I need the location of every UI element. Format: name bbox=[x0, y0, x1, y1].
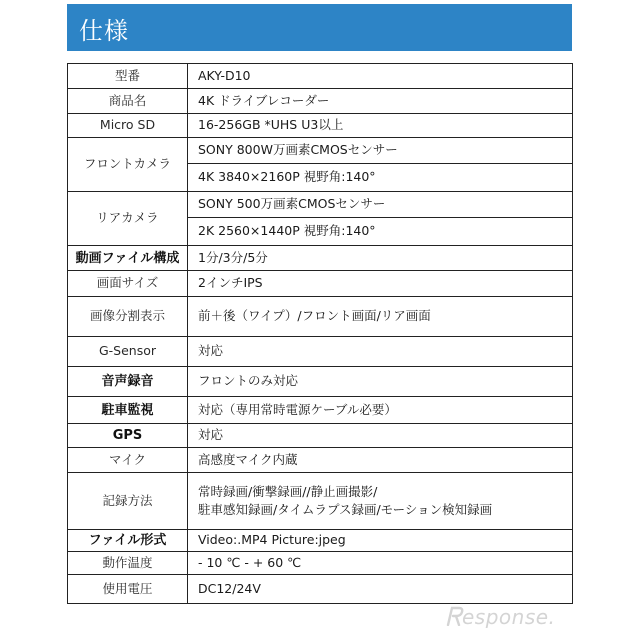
table-row bbox=[68, 552, 573, 575]
table-row bbox=[68, 367, 573, 397]
table-row bbox=[68, 297, 573, 337]
row-label: ファイル形式 bbox=[68, 530, 188, 552]
row-label: GPS bbox=[68, 424, 188, 448]
row-label: 商品名 bbox=[68, 89, 188, 114]
row-label: リアカメラ bbox=[68, 192, 188, 246]
row-value: 対応 bbox=[188, 424, 573, 448]
row-label: G-Sensor bbox=[68, 337, 188, 367]
table-row bbox=[68, 271, 573, 297]
row-value: フロントのみ対応 bbox=[188, 367, 573, 397]
table-row bbox=[68, 397, 573, 424]
watermark-text: esponse. bbox=[462, 605, 556, 629]
row-label: 使用電圧 bbox=[68, 575, 188, 604]
table-row bbox=[68, 192, 573, 218]
table-row bbox=[68, 575, 573, 604]
watermark bbox=[446, 604, 591, 630]
table-row bbox=[68, 138, 573, 164]
table-row bbox=[68, 246, 573, 271]
row-value: 4K ドライブレコーダー bbox=[188, 89, 573, 114]
row-value: - 10 ℃ - + 60 ℃ bbox=[188, 552, 573, 575]
row-value: 2K 2560×1440P 視野角:140° bbox=[188, 218, 573, 246]
recording-line-1: 常時録画/衝撃録画//静止画撮影/ bbox=[198, 483, 378, 499]
recording-line-2: 駐車感知録画/タイムラプス録画/モーション検知録画 bbox=[198, 502, 493, 517]
row-value: AKY-D10 bbox=[188, 64, 573, 89]
row-label: マイク bbox=[68, 448, 188, 473]
row-value: SONY 800W万画素CMOSセンサー bbox=[188, 138, 573, 164]
table-row bbox=[68, 114, 573, 138]
table-row bbox=[68, 89, 573, 114]
table-row bbox=[68, 473, 573, 530]
row-label: 記録方法 bbox=[68, 473, 188, 530]
table-row bbox=[68, 64, 573, 89]
row-value bbox=[188, 473, 573, 530]
table-row bbox=[68, 448, 573, 473]
row-value: SONY 500万画素CMOSセンサー bbox=[188, 192, 573, 218]
table-row bbox=[68, 530, 573, 552]
row-value: 対応 bbox=[188, 337, 573, 367]
row-label: 画面サイズ bbox=[68, 271, 188, 297]
row-label: フロントカメラ bbox=[68, 138, 188, 192]
row-value: 4K 3840×2160P 視野角:140° bbox=[188, 164, 573, 192]
row-value: 前＋後（ワイプ）/フロント画面/リア画面 bbox=[188, 297, 573, 337]
row-label: 型番 bbox=[68, 64, 188, 89]
row-label: 動作温度 bbox=[68, 552, 188, 575]
row-label: 画像分割表示 bbox=[68, 297, 188, 337]
row-value: 16-256GB *UHS U3以上 bbox=[188, 114, 573, 138]
table-row bbox=[68, 337, 573, 367]
row-value: 対応（専用常時電源ケーブル必要） bbox=[188, 397, 573, 424]
row-label: Micro SD bbox=[68, 114, 188, 138]
row-value: 2インチIPS bbox=[188, 271, 573, 297]
row-label: 音声録音 bbox=[68, 367, 188, 397]
row-label: 駐車監視 bbox=[68, 397, 188, 424]
row-value: 1分/3分/5分 bbox=[188, 246, 573, 271]
spec-table bbox=[67, 63, 573, 604]
row-value: DC12/24V bbox=[188, 575, 573, 604]
row-value: 高感度マイク内蔵 bbox=[188, 448, 573, 473]
row-label: 動画ファイル構成 bbox=[68, 246, 188, 271]
row-value: Video:.MP4 Picture:jpeg bbox=[188, 530, 573, 552]
page-title: 仕様 bbox=[79, 17, 129, 45]
table-row bbox=[68, 424, 573, 448]
header-bar bbox=[67, 4, 572, 51]
